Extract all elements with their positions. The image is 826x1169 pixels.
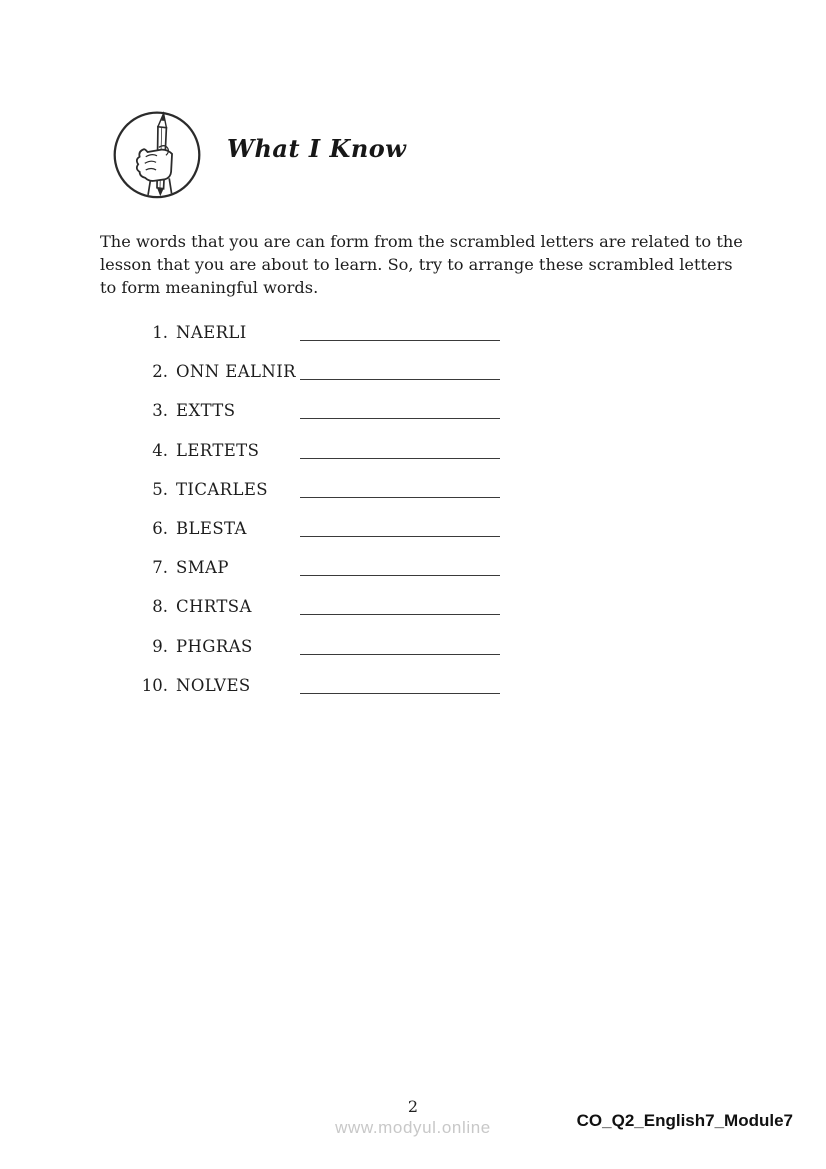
answer-blank-line [300,361,500,380]
item-scrambled-word: TICARLES [176,479,268,499]
list-item [100,673,540,712]
list-item [100,634,540,673]
item-scrambled-word: NAERLI [176,323,247,342]
answer-blank-line [300,636,500,655]
instructions-paragraph [100,230,760,299]
item-number: 10. [141,675,168,695]
item-number: 2. [152,362,168,382]
item-number: 1. [152,323,168,342]
answer-blank-line [300,596,500,615]
list-item [100,555,540,594]
item-number: 4. [152,440,168,460]
item-number: 8. [152,597,168,617]
list-item [100,359,540,398]
module-code: CO_Q2_English7_Module7 [576,1111,793,1130]
watermark-text: www.modyul.online [335,1118,491,1137]
instructions-line: The words that you are can form from the scrambled letters are related to the [100,232,743,251]
item-number: 6. [152,518,168,538]
list-item [100,320,540,359]
item-scrambled-word: BLESTA [176,518,247,538]
list-item [100,398,540,437]
item-scrambled-word: EXTTS [176,401,236,421]
answer-blank-line [300,322,500,341]
page-number: 2 [407,1097,419,1116]
list-item [100,477,540,516]
answer-blank-line [300,675,500,694]
item-number: 9. [152,636,168,656]
list-item [100,594,540,633]
item-number: 5. [152,479,168,499]
item-scrambled-word: PHGRAS [176,636,253,656]
item-number: 3. [152,401,168,421]
instructions-line: to form meaningful words. [100,278,319,297]
item-scrambled-word: CHRTSA [176,597,252,617]
item-number: 7. [152,558,168,578]
answer-blank-line [300,557,500,576]
item-scrambled-word: NOLVES [176,675,251,695]
list-item [100,438,540,477]
scrambled-word-list [100,320,540,712]
section-title: What I Know [227,134,407,163]
item-scrambled-word: ONN EALNIR [176,362,296,382]
answer-blank-line [300,400,500,419]
item-scrambled-word: LERTETS [176,440,260,460]
instructions-line: lesson that you are about to learn. So, try to arrange these scrambled letters [100,255,733,274]
list-item [100,516,540,555]
answer-blank-line [300,479,500,498]
hand-holding-pencil-icon [110,106,204,200]
answer-blank-line [300,518,500,537]
answer-blank-line [300,440,500,459]
item-scrambled-word: SMAP [176,558,229,578]
